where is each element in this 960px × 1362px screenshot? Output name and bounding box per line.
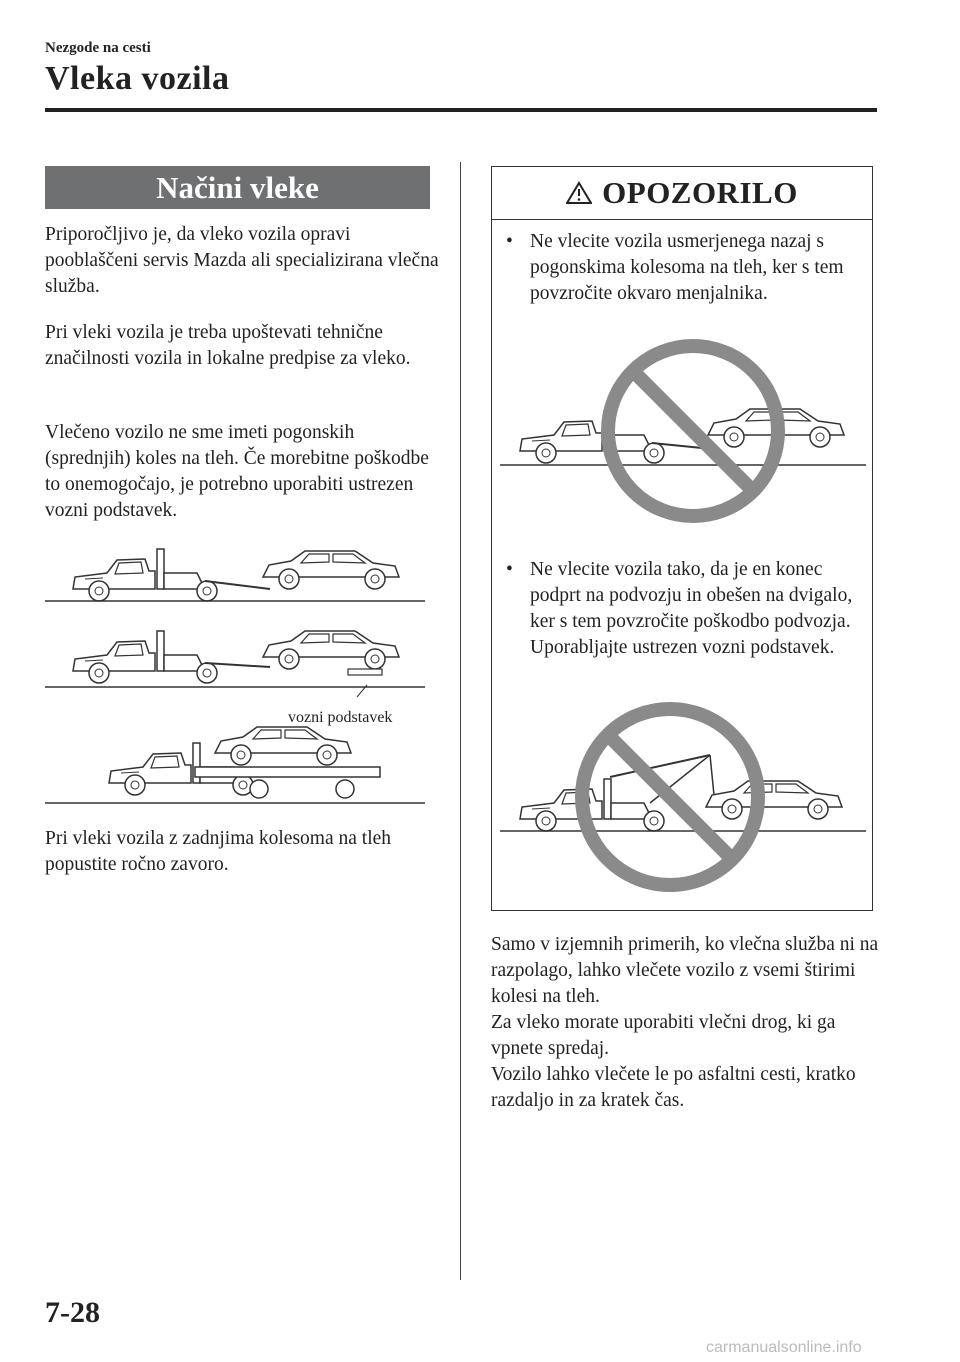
- title-rule: [45, 108, 877, 112]
- column-divider: [460, 162, 461, 1280]
- warning-triangle-icon: [566, 181, 592, 205]
- warning-box: [491, 166, 873, 911]
- rules-paragraph: Pri vleki vozila je treba upoštevati tehnične značilnosti vozila in lokalne predpise za vleko.: [45, 322, 411, 369]
- section-header: Načini vleke: [45, 166, 430, 209]
- warning-item: [506, 229, 866, 307]
- warning-header: [492, 167, 872, 220]
- page-number: 7-28: [45, 1296, 100, 1329]
- warning-item: [506, 557, 866, 661]
- page-title: Vleka vozila: [45, 60, 230, 97]
- warning-title: OPOZORILO: [602, 175, 798, 210]
- warning-item-text: Ne vlecite vozila tako, da je en konec podprt na podvozju in obešen na dvigalo, ker s tem povzročite poškodbo podvozja. Uporabljajte ustrezen vozni podstavek.: [530, 559, 853, 658]
- dolly-label: vozni podstavek: [288, 709, 393, 726]
- breadcrumb: Nezgode na cesti: [45, 40, 151, 56]
- towing-methods-illustration: [45, 535, 430, 810]
- bullet: •: [506, 559, 513, 580]
- handbrake-paragraph: Pri vleki vozila z zadnjima kolesoma na tleh popustite ročno zavoro.: [45, 828, 392, 875]
- tow-method-flatbed: [45, 727, 425, 803]
- watermark: carmanualsonline.info: [706, 1339, 862, 1356]
- tow-method-dolly: [45, 631, 425, 726]
- intro-paragraph: Priporočljivo je, da vleko vozila opravi pooblaščeni servis Mazda ali specializirana vlečna služba.: [45, 224, 439, 297]
- prohibited-sling-tow-illustration: [500, 697, 866, 892]
- emergency-tow-paragraph: Samo v izjemnih primerih, ko vlečna služba ni na razpolago, lahko vlečete vozilo z vsemi štirimi kolesi na tleh.: [491, 934, 879, 1007]
- tow-method-wheel-lift: [45, 549, 425, 601]
- road-limit-paragraph: Vozilo lahko vlečete le po asfaltni cesti, kratko razdaljo in za kratek čas.: [491, 1064, 856, 1111]
- warning-item-text: Ne vlecite vozila usmerjenega nazaj s pogonskima kolesoma na tleh, ker s tem povzročite okvaro menjalnika.: [530, 231, 844, 304]
- bullet: •: [506, 231, 513, 252]
- tow-bar-paragraph: Za vleko morate uporabiti vlečni drog, ki ga vpnete spredaj.: [491, 1012, 836, 1059]
- prohibited-rear-tow-illustration: [500, 339, 866, 529]
- dolly-paragraph: Vlečeno vozilo ne sme imeti pogonskih (sprednjih) koles na tleh. Če morebitne poškodbe to onemogočajo, je potrebno uporabiti ustrezen vozni podstavek.: [45, 422, 429, 521]
